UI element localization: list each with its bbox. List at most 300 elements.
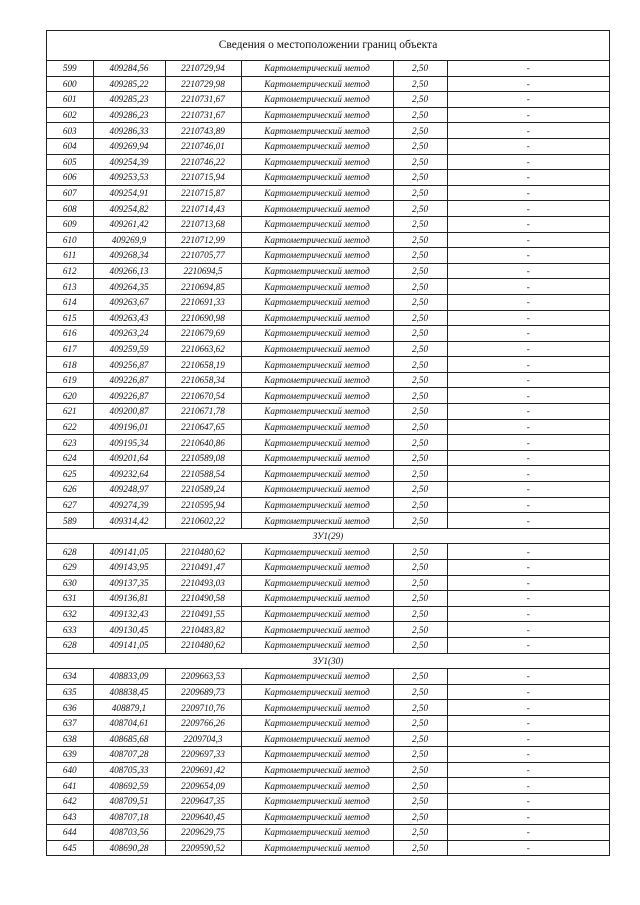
method-cell: Картометрический метод — [241, 201, 393, 217]
point-number-cell: 634 — [47, 669, 93, 685]
table-row — [47, 357, 609, 373]
note-cell: - — [447, 497, 609, 513]
point-number-cell: 636 — [47, 700, 93, 716]
coord-x-cell: 409136,81 — [93, 591, 165, 607]
method-cell: Картометрический метод — [241, 637, 393, 653]
coord-x-cell: 409269,9 — [93, 232, 165, 248]
coord-x-cell: 409285,22 — [93, 76, 165, 92]
method-cell: Картометрический метод — [241, 497, 393, 513]
method-cell: Картометрический метод — [241, 591, 393, 607]
point-number-cell: 642 — [47, 793, 93, 809]
point-number-cell: 615 — [47, 310, 93, 326]
point-number-cell: 635 — [47, 684, 93, 700]
accuracy-cell: 2,50 — [393, 560, 447, 576]
point-number-cell: 604 — [47, 138, 93, 154]
point-number-cell: 629 — [47, 560, 93, 576]
point-number-cell: 618 — [47, 357, 93, 373]
table-row — [47, 201, 609, 217]
note-cell: - — [447, 435, 609, 451]
point-number-cell: 631 — [47, 591, 93, 607]
coord-x-cell: 408838,45 — [93, 684, 165, 700]
accuracy-cell: 2,50 — [393, 185, 447, 201]
accuracy-cell: 2,50 — [393, 731, 447, 747]
note-cell: - — [447, 92, 609, 108]
note-cell: - — [447, 700, 609, 716]
coord-x-cell: 409248,97 — [93, 482, 165, 498]
coord-x-cell: 409264,35 — [93, 279, 165, 295]
table-row — [47, 684, 609, 700]
point-number-cell: 589 — [47, 513, 93, 529]
accuracy-cell: 2,50 — [393, 606, 447, 622]
accuracy-cell: 2,50 — [393, 294, 447, 310]
coord-y-cell: 2210715,94 — [165, 170, 241, 186]
note-cell: - — [447, 107, 609, 123]
method-cell: Картометрический метод — [241, 92, 393, 108]
coord-y-cell: 2210491,55 — [165, 606, 241, 622]
point-number-cell: 612 — [47, 263, 93, 279]
accuracy-cell: 2,50 — [393, 622, 447, 638]
coord-y-cell: 2210602,22 — [165, 513, 241, 529]
table-row — [47, 669, 609, 685]
note-cell: - — [447, 263, 609, 279]
point-number-cell: 626 — [47, 482, 93, 498]
note-cell: - — [447, 450, 609, 466]
point-number-cell: 609 — [47, 216, 93, 232]
coord-y-cell: 2209689,73 — [165, 684, 241, 700]
point-number-cell: 641 — [47, 778, 93, 794]
method-cell: Картометрический метод — [241, 372, 393, 388]
table-row — [47, 544, 609, 560]
coord-y-cell: 2210714,43 — [165, 201, 241, 217]
boundary-table-frame — [46, 30, 610, 856]
note-cell: - — [447, 840, 609, 855]
coord-y-cell: 2210694,5 — [165, 263, 241, 279]
method-cell: Картометрический метод — [241, 279, 393, 295]
coord-y-cell: 2210480,62 — [165, 544, 241, 560]
table-row — [47, 731, 609, 747]
method-cell: Картометрический метод — [241, 622, 393, 638]
table-row — [47, 310, 609, 326]
coord-y-cell: 2210658,34 — [165, 372, 241, 388]
method-cell: Картометрический метод — [241, 170, 393, 186]
table-row — [47, 700, 609, 716]
coord-y-cell: 2209647,35 — [165, 793, 241, 809]
accuracy-cell: 2,50 — [393, 248, 447, 264]
accuracy-cell: 2,50 — [393, 341, 447, 357]
method-cell: Картометрический метод — [241, 263, 393, 279]
point-number-cell: 625 — [47, 466, 93, 482]
accuracy-cell: 2,50 — [393, 544, 447, 560]
coord-x-cell: 408690,28 — [93, 840, 165, 855]
method-cell: Картометрический метод — [241, 560, 393, 576]
table-row — [47, 123, 609, 139]
coord-y-cell: 2210491,47 — [165, 560, 241, 576]
accuracy-cell: 2,50 — [393, 279, 447, 295]
accuracy-cell: 2,50 — [393, 61, 447, 76]
note-cell: - — [447, 372, 609, 388]
table-row — [47, 372, 609, 388]
coord-y-cell: 2210731,67 — [165, 107, 241, 123]
coord-y-cell: 2209590,52 — [165, 840, 241, 855]
note-cell: - — [447, 809, 609, 825]
section-row — [47, 528, 609, 544]
coord-y-cell: 2209654,09 — [165, 778, 241, 794]
coord-y-cell: 2210588,54 — [165, 466, 241, 482]
accuracy-cell: 2,50 — [393, 404, 447, 420]
point-number-cell: 611 — [47, 248, 93, 264]
point-number-cell: 603 — [47, 123, 93, 139]
note-cell: - — [447, 747, 609, 763]
accuracy-cell: 2,50 — [393, 700, 447, 716]
method-cell: Картометрический метод — [241, 310, 393, 326]
table-row — [47, 326, 609, 342]
point-number-cell: 628 — [47, 544, 93, 560]
method-cell: Картометрический метод — [241, 762, 393, 778]
coord-x-cell: 409143,95 — [93, 560, 165, 576]
method-cell: Картометрический метод — [241, 513, 393, 529]
note-cell: - — [447, 622, 609, 638]
table-row — [47, 637, 609, 653]
method-cell: Картометрический метод — [241, 138, 393, 154]
point-number-cell: 640 — [47, 762, 93, 778]
table-row — [47, 747, 609, 763]
method-cell: Картометрический метод — [241, 840, 393, 855]
point-number-cell: 637 — [47, 715, 93, 731]
note-cell: - — [447, 232, 609, 248]
note-cell: - — [447, 76, 609, 92]
coord-y-cell: 2210705,77 — [165, 248, 241, 264]
table-row — [47, 404, 609, 420]
table-row — [47, 170, 609, 186]
coord-x-cell: 409256,87 — [93, 357, 165, 373]
coord-x-cell: 408685,68 — [93, 731, 165, 747]
note-cell: - — [447, 419, 609, 435]
accuracy-cell: 2,50 — [393, 216, 447, 232]
accuracy-cell: 2,50 — [393, 263, 447, 279]
accuracy-cell: 2,50 — [393, 435, 447, 451]
point-number-cell: 643 — [47, 809, 93, 825]
accuracy-cell: 2,50 — [393, 747, 447, 763]
accuracy-cell: 2,50 — [393, 762, 447, 778]
method-cell: Картометрический метод — [241, 294, 393, 310]
point-number-cell: 645 — [47, 840, 93, 855]
accuracy-cell: 2,50 — [393, 388, 447, 404]
section-row — [47, 653, 609, 669]
coord-x-cell: 408707,28 — [93, 747, 165, 763]
method-cell: Картометрический метод — [241, 419, 393, 435]
coord-x-cell: 409253,53 — [93, 170, 165, 186]
note-cell: - — [447, 731, 609, 747]
note-cell: - — [447, 762, 609, 778]
accuracy-cell: 2,50 — [393, 809, 447, 825]
method-cell: Картометрический метод — [241, 357, 393, 373]
coord-y-cell: 2209640,45 — [165, 809, 241, 825]
coord-y-cell: 2209629,75 — [165, 825, 241, 841]
table-row — [47, 840, 609, 855]
note-cell: - — [447, 575, 609, 591]
coord-y-cell: 2210658,19 — [165, 357, 241, 373]
note-cell: - — [447, 138, 609, 154]
point-number-cell: 644 — [47, 825, 93, 841]
coord-y-cell: 2210589,24 — [165, 482, 241, 498]
coord-x-cell: 409286,23 — [93, 107, 165, 123]
method-cell: Картометрический метод — [241, 544, 393, 560]
coord-x-cell: 409201,64 — [93, 450, 165, 466]
table-row — [47, 294, 609, 310]
table-row — [47, 809, 609, 825]
point-number-cell: 624 — [47, 450, 93, 466]
coord-x-cell: 409314,42 — [93, 513, 165, 529]
coord-y-cell: 2210490,58 — [165, 591, 241, 607]
coord-y-cell: 2210483,82 — [165, 622, 241, 638]
accuracy-cell: 2,50 — [393, 170, 447, 186]
method-cell: Картометрический метод — [241, 809, 393, 825]
note-cell: - — [447, 793, 609, 809]
accuracy-cell: 2,50 — [393, 154, 447, 170]
note-cell: - — [447, 637, 609, 653]
coord-y-cell: 2210690,98 — [165, 310, 241, 326]
table-row — [47, 560, 609, 576]
point-number-cell: 628 — [47, 637, 93, 653]
coord-y-cell: 2210589,08 — [165, 450, 241, 466]
point-number-cell: 623 — [47, 435, 93, 451]
accuracy-cell: 2,50 — [393, 497, 447, 513]
coord-y-cell: 2209697,33 — [165, 747, 241, 763]
note-cell: - — [447, 154, 609, 170]
table-row — [47, 450, 609, 466]
note-cell: - — [447, 778, 609, 794]
boundary-table — [47, 61, 609, 855]
method-cell: Картометрический метод — [241, 123, 393, 139]
method-cell: Картометрический метод — [241, 388, 393, 404]
coord-x-cell: 409266,13 — [93, 263, 165, 279]
table-row — [47, 419, 609, 435]
method-cell: Картометрический метод — [241, 61, 393, 76]
method-cell: Картометрический метод — [241, 684, 393, 700]
accuracy-cell: 2,50 — [393, 575, 447, 591]
coord-y-cell: 2209710,76 — [165, 700, 241, 716]
accuracy-cell: 2,50 — [393, 466, 447, 482]
accuracy-cell: 2,50 — [393, 513, 447, 529]
note-cell: - — [447, 341, 609, 357]
point-number-cell: 607 — [47, 185, 93, 201]
accuracy-cell: 2,50 — [393, 715, 447, 731]
coord-y-cell: 2210746,01 — [165, 138, 241, 154]
coord-y-cell: 2210647,65 — [165, 419, 241, 435]
table-row — [47, 216, 609, 232]
coord-x-cell: 409269,94 — [93, 138, 165, 154]
accuracy-cell: 2,50 — [393, 357, 447, 373]
table-row — [47, 388, 609, 404]
coord-x-cell: 409196,01 — [93, 419, 165, 435]
table-row — [47, 715, 609, 731]
note-cell: - — [447, 482, 609, 498]
coord-x-cell: 409254,39 — [93, 154, 165, 170]
accuracy-cell: 2,50 — [393, 840, 447, 855]
coord-y-cell: 2210663,62 — [165, 341, 241, 357]
point-number-cell: 633 — [47, 622, 93, 638]
point-number-cell: 600 — [47, 76, 93, 92]
accuracy-cell: 2,50 — [393, 107, 447, 123]
note-cell: - — [447, 825, 609, 841]
accuracy-cell: 2,50 — [393, 637, 447, 653]
note-cell: - — [447, 357, 609, 373]
coord-y-cell: 2210679,69 — [165, 326, 241, 342]
note-cell: - — [447, 294, 609, 310]
coord-x-cell: 409261,42 — [93, 216, 165, 232]
method-cell: Картометрический метод — [241, 825, 393, 841]
point-number-cell: 630 — [47, 575, 93, 591]
coord-x-cell: 409263,24 — [93, 326, 165, 342]
coord-y-cell: 2210670,54 — [165, 388, 241, 404]
coord-x-cell: 409141,05 — [93, 637, 165, 653]
table-row — [47, 248, 609, 264]
table-row — [47, 622, 609, 638]
coord-x-cell: 409232,64 — [93, 466, 165, 482]
accuracy-cell: 2,50 — [393, 372, 447, 388]
coord-x-cell: 409226,87 — [93, 372, 165, 388]
coord-x-cell: 409254,82 — [93, 201, 165, 217]
table-title: Сведения о местоположении границ объекта — [47, 31, 609, 61]
coord-x-cell: 409284,56 — [93, 61, 165, 76]
point-number-cell: 622 — [47, 419, 93, 435]
accuracy-cell: 2,50 — [393, 310, 447, 326]
coord-y-cell: 2210715,87 — [165, 185, 241, 201]
coord-x-cell: 409263,67 — [93, 294, 165, 310]
table-row — [47, 279, 609, 295]
method-cell: Картометрический метод — [241, 482, 393, 498]
coord-y-cell: 2210493,03 — [165, 575, 241, 591]
table-row — [47, 513, 609, 529]
coord-x-cell: 408833,09 — [93, 669, 165, 685]
coord-x-cell: 408692,59 — [93, 778, 165, 794]
point-number-cell: 608 — [47, 201, 93, 217]
accuracy-cell: 2,50 — [393, 138, 447, 154]
point-number-cell: 610 — [47, 232, 93, 248]
coord-x-cell: 409285,23 — [93, 92, 165, 108]
coord-x-cell: 409141,05 — [93, 544, 165, 560]
method-cell: Картометрический метод — [241, 606, 393, 622]
coord-y-cell: 2210671,78 — [165, 404, 241, 420]
coord-y-cell: 2209766,26 — [165, 715, 241, 731]
coord-x-cell: 409268,34 — [93, 248, 165, 264]
table-row — [47, 76, 609, 92]
table-row — [47, 232, 609, 248]
coord-x-cell: 408703,56 — [93, 825, 165, 841]
method-cell: Картометрический метод — [241, 669, 393, 685]
coord-x-cell: 409254,91 — [93, 185, 165, 201]
point-number-cell: 601 — [47, 92, 93, 108]
coord-x-cell: 409274,39 — [93, 497, 165, 513]
note-cell: - — [447, 388, 609, 404]
table-row — [47, 107, 609, 123]
section-label: ЗУ1(29) — [47, 528, 609, 544]
coord-y-cell: 2210691,33 — [165, 294, 241, 310]
point-number-cell: 616 — [47, 326, 93, 342]
note-cell: - — [447, 591, 609, 607]
point-number-cell: 599 — [47, 61, 93, 76]
point-number-cell: 614 — [47, 294, 93, 310]
point-number-cell: 621 — [47, 404, 93, 420]
accuracy-cell: 2,50 — [393, 419, 447, 435]
coord-x-cell: 409226,87 — [93, 388, 165, 404]
method-cell: Картометрический метод — [241, 747, 393, 763]
table-row — [47, 154, 609, 170]
coord-y-cell: 2210731,67 — [165, 92, 241, 108]
coord-x-cell: 408705,33 — [93, 762, 165, 778]
note-cell: - — [447, 466, 609, 482]
table-row — [47, 92, 609, 108]
note-cell: - — [447, 310, 609, 326]
note-cell: - — [447, 279, 609, 295]
method-cell: Картометрический метод — [241, 700, 393, 716]
accuracy-cell: 2,50 — [393, 326, 447, 342]
table-row — [47, 466, 609, 482]
coord-y-cell: 2210729,98 — [165, 76, 241, 92]
coord-y-cell: 2210595,94 — [165, 497, 241, 513]
note-cell: - — [447, 185, 609, 201]
coord-x-cell: 408704,61 — [93, 715, 165, 731]
method-cell: Картометрический метод — [241, 575, 393, 591]
table-row — [47, 606, 609, 622]
boundary-table-body — [47, 61, 609, 855]
coord-y-cell: 2209663,53 — [165, 669, 241, 685]
point-number-cell: 619 — [47, 372, 93, 388]
note-cell: - — [447, 123, 609, 139]
coord-y-cell: 2210712,99 — [165, 232, 241, 248]
note-cell: - — [447, 560, 609, 576]
coord-x-cell: 409130,45 — [93, 622, 165, 638]
method-cell: Картометрический метод — [241, 232, 393, 248]
note-cell: - — [447, 201, 609, 217]
coord-y-cell: 2210743,89 — [165, 123, 241, 139]
note-cell: - — [447, 715, 609, 731]
method-cell: Картометрический метод — [241, 715, 393, 731]
note-cell: - — [447, 669, 609, 685]
coord-x-cell: 409259,59 — [93, 341, 165, 357]
accuracy-cell: 2,50 — [393, 669, 447, 685]
table-row — [47, 825, 609, 841]
note-cell: - — [447, 326, 609, 342]
table-row — [47, 778, 609, 794]
accuracy-cell: 2,50 — [393, 92, 447, 108]
method-cell: Картометрический метод — [241, 435, 393, 451]
method-cell: Картометрический метод — [241, 731, 393, 747]
section-label: ЗУ1(30) — [47, 653, 609, 669]
note-cell: - — [447, 216, 609, 232]
note-cell: - — [447, 684, 609, 700]
coord-x-cell: 409195,34 — [93, 435, 165, 451]
table-row — [47, 575, 609, 591]
coord-y-cell: 2209691,42 — [165, 762, 241, 778]
point-number-cell: 638 — [47, 731, 93, 747]
accuracy-cell: 2,50 — [393, 482, 447, 498]
note-cell: - — [447, 513, 609, 529]
table-row — [47, 61, 609, 76]
accuracy-cell: 2,50 — [393, 201, 447, 217]
accuracy-cell: 2,50 — [393, 591, 447, 607]
accuracy-cell: 2,50 — [393, 123, 447, 139]
coord-y-cell: 2210746,22 — [165, 154, 241, 170]
accuracy-cell: 2,50 — [393, 825, 447, 841]
method-cell: Картометрический метод — [241, 341, 393, 357]
coord-y-cell: 2210729,94 — [165, 61, 241, 76]
coord-y-cell: 2210694,85 — [165, 279, 241, 295]
coord-x-cell: 408879,1 — [93, 700, 165, 716]
method-cell: Картометрический метод — [241, 216, 393, 232]
coord-x-cell: 409263,43 — [93, 310, 165, 326]
table-row — [47, 497, 609, 513]
